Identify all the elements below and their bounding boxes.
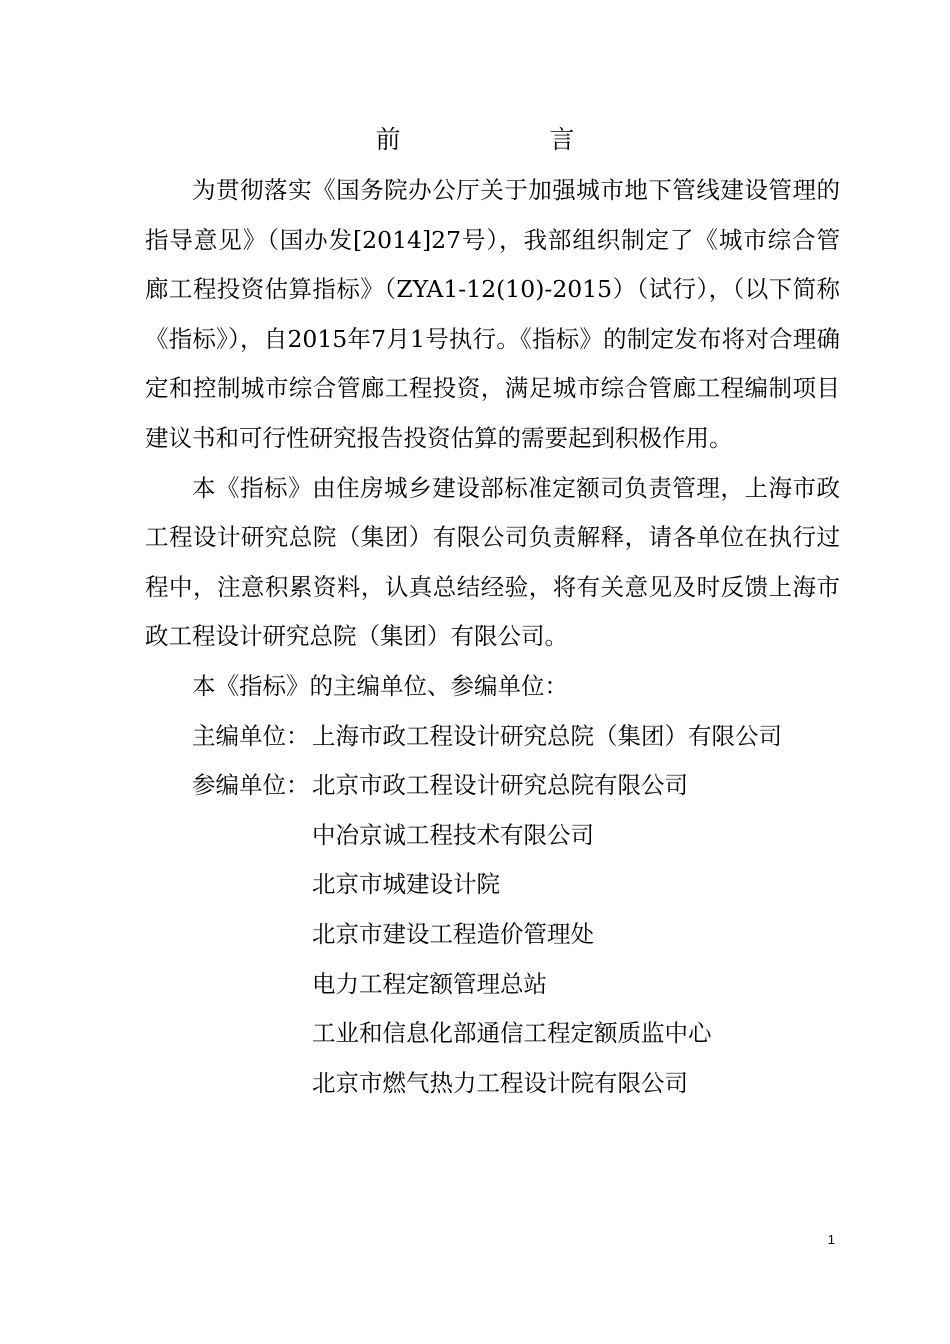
co-editor-line bbox=[145, 960, 840, 1010]
co-editor-name: 北京市城建设计院 bbox=[312, 870, 500, 899]
document-body bbox=[145, 166, 840, 1108]
co-editor-name: 北京市政工程设计研究总院有限公司 bbox=[312, 771, 688, 800]
co-editor-line bbox=[145, 1009, 840, 1059]
page-number: 1 bbox=[827, 1232, 835, 1247]
co-editor-line bbox=[145, 811, 840, 861]
co-editor-line bbox=[145, 761, 840, 811]
co-editor-label: 参编单位： bbox=[192, 771, 310, 800]
paragraph-editors-intro: 本《指标》的主编单位、参编单位： bbox=[192, 671, 568, 700]
paragraph-purpose: 为贯彻落实《国务院办公厅关于加强城市地下管线建设管理的指导意见》（国办发[2014]27号），我部组织制定了《城市综合管廊工程投资估算指标》（ZYA1-12(10)-2015）（试行），（以下简称《指标》），自2015年7月1号执行。《指标》的制定发布将对合理确定和控制城市综合管廊工程投资，满足城市综合管廊工程编制项目建议书和可行性研究报告投资估算的需要起到积极作用。 bbox=[145, 176, 840, 452]
chief-editor-label: 主编单位： bbox=[192, 721, 310, 750]
chief-editor-name: 上海市政工程设计研究总院（集团）有限公司 bbox=[312, 721, 782, 750]
page-title: 前 言 bbox=[375, 125, 637, 154]
chief-editor-line bbox=[145, 712, 840, 762]
co-editor-name: 北京市燃气热力工程设计院有限公司 bbox=[312, 1068, 688, 1097]
co-editor-name: 北京市建设工程造价管理处 bbox=[312, 919, 594, 948]
co-editor-name: 工业和信息化部通信工程定额质监中心 bbox=[312, 1019, 712, 1048]
paragraph-management: 本《指标》由住房城乡建设部标准定额司负责管理，上海市政工程设计研究总院（集团）有限公司负责解释，请各单位在执行过程中，注意积累资料，认真总结经验，将有关意见及时反馈上海市政工程设计研究总院（集团）有限公司。 bbox=[145, 473, 840, 651]
co-editor-name: 电力工程定额管理总站 bbox=[312, 969, 547, 998]
co-editor-line bbox=[145, 1059, 840, 1109]
co-editor-line bbox=[145, 910, 840, 960]
co-editor-line bbox=[145, 860, 840, 910]
co-editor-name: 中冶京诚工程技术有限公司 bbox=[312, 820, 594, 849]
